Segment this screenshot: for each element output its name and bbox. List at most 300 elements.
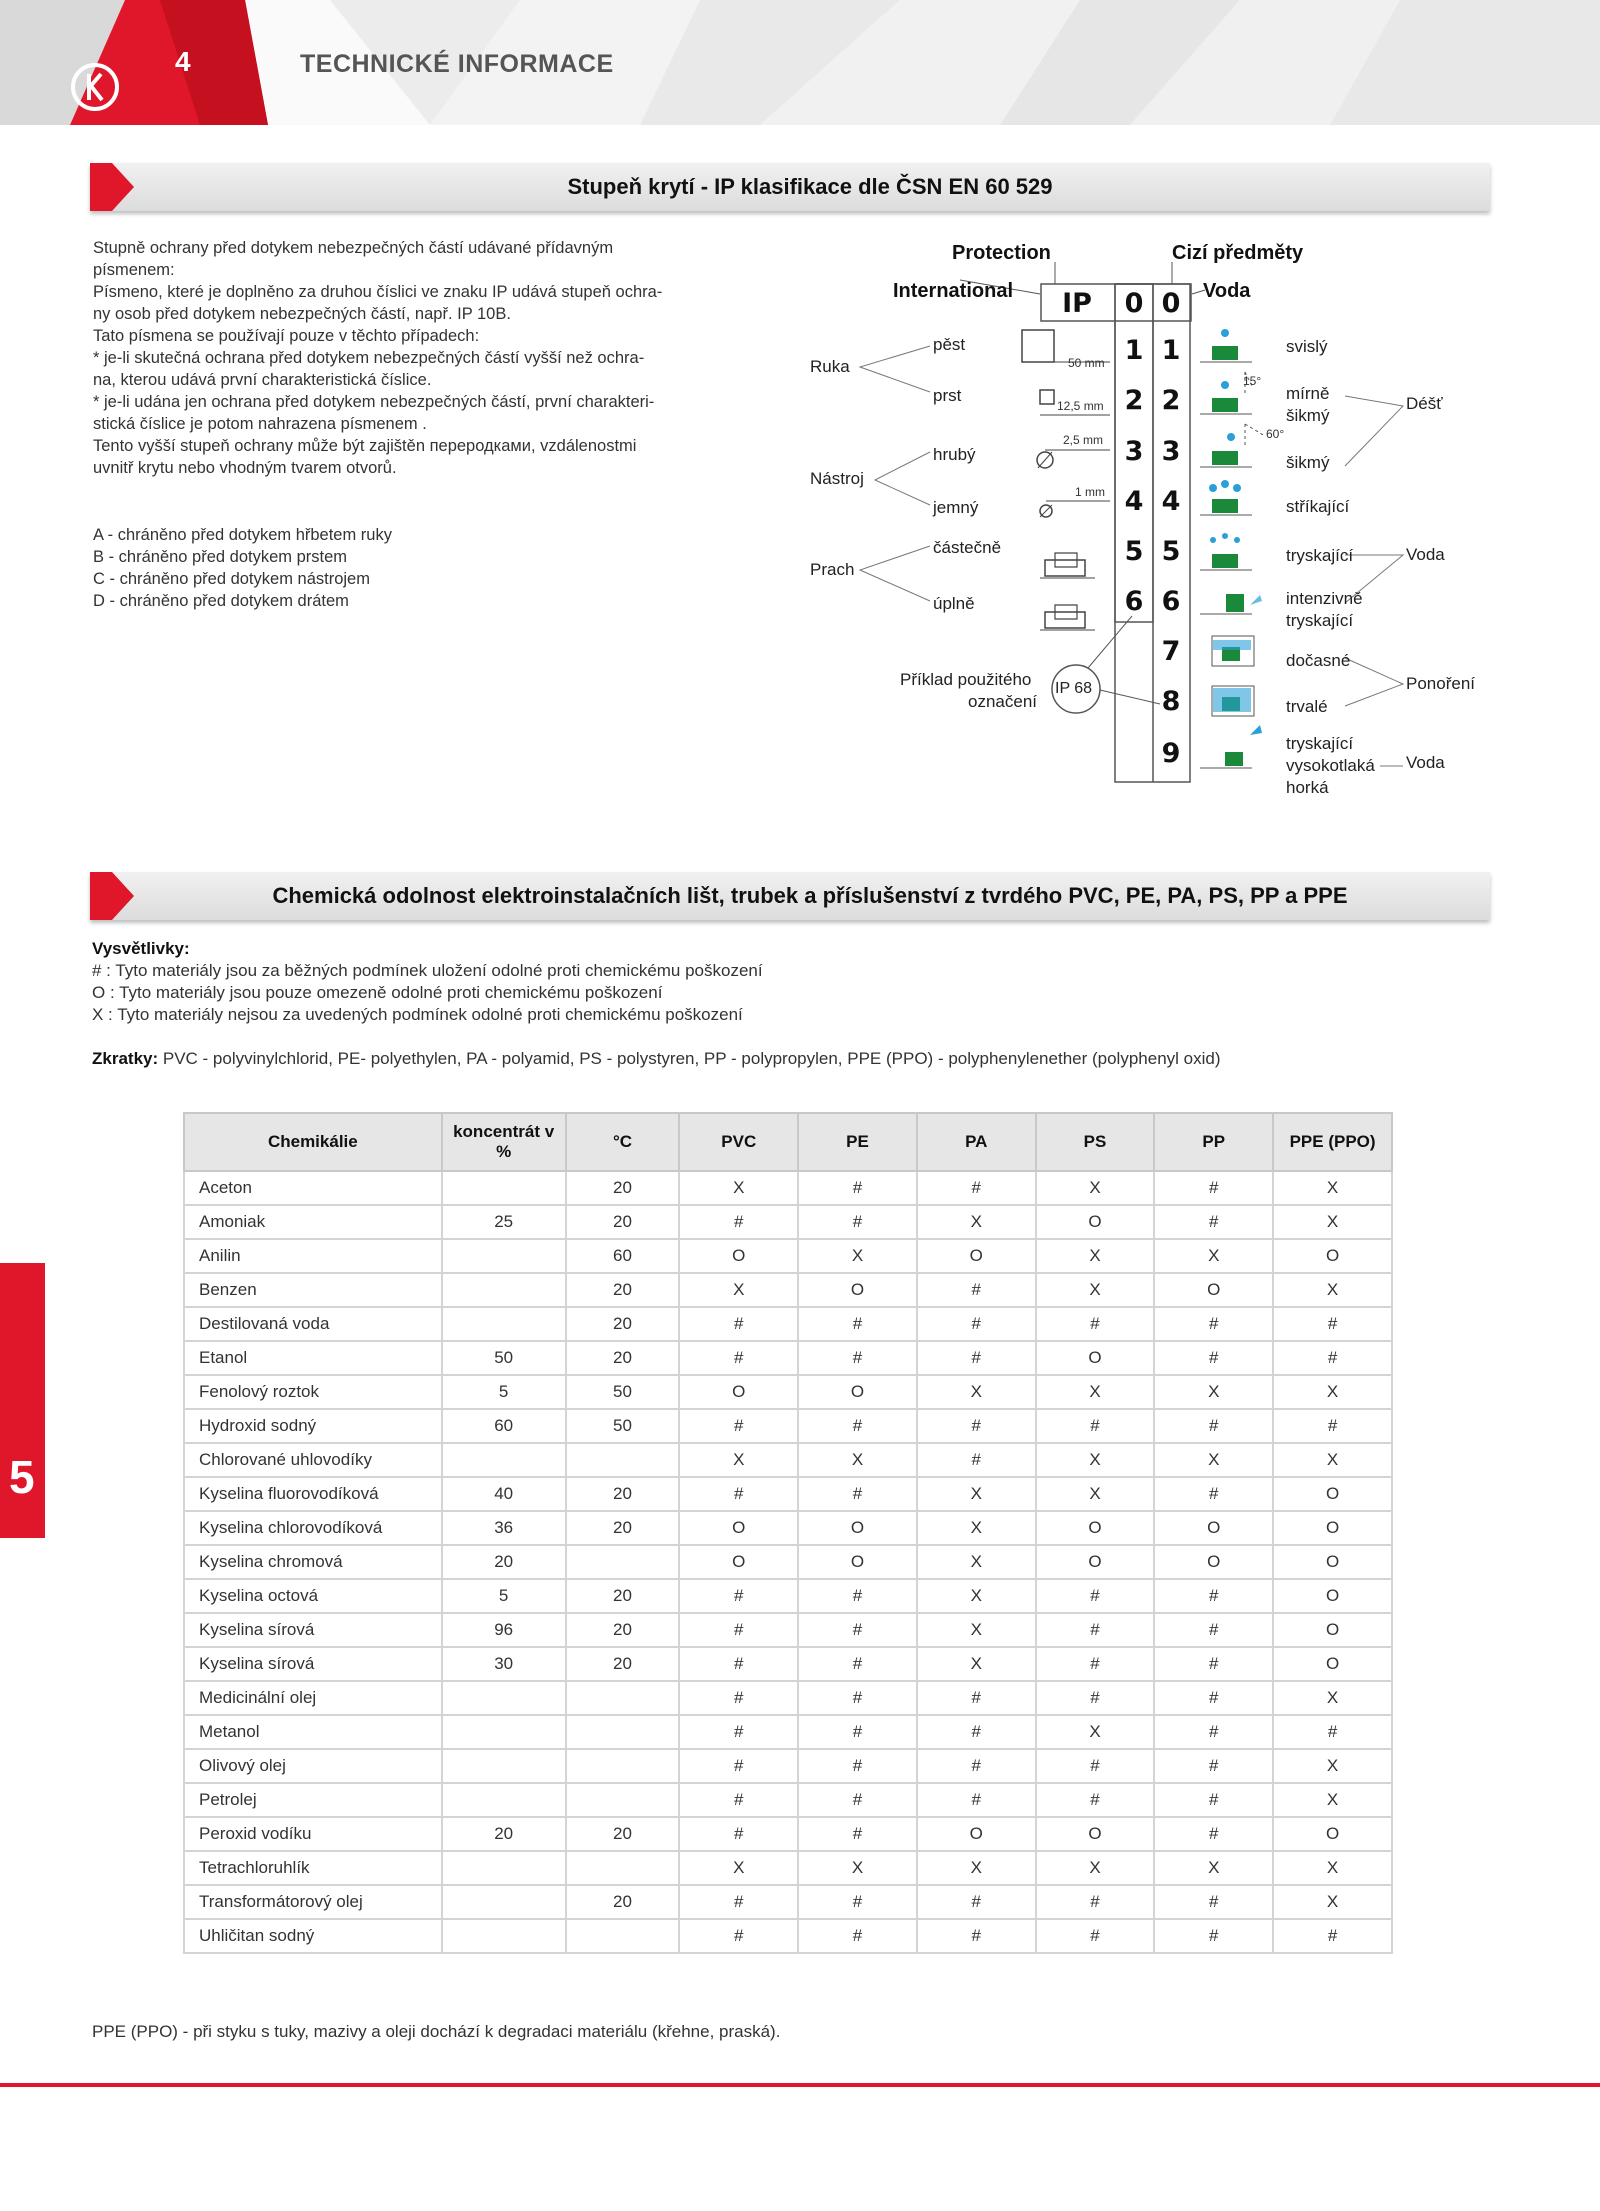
second-digit: 3 [1161, 436, 1181, 467]
table-cell: # [1273, 1341, 1392, 1375]
table-cell: # [679, 1681, 798, 1715]
table-cell: O [798, 1511, 917, 1545]
table-cell: X [1036, 1171, 1155, 1205]
item-slightly: mírně [1286, 384, 1330, 403]
legend-title: Vysvětlivky: [92, 939, 190, 958]
table-row [184, 1715, 1392, 1749]
table-cell: # [917, 1409, 1036, 1443]
first-digit: 6 [1124, 586, 1144, 617]
table-row [184, 1477, 1392, 1511]
table-row [184, 1647, 1392, 1681]
table-cell: # [1154, 1477, 1273, 1511]
item-coarse: hrubý [933, 445, 976, 464]
item-intensive: intenzivně [1286, 589, 1363, 608]
col-header: PVC [679, 1113, 798, 1171]
table-row [184, 1171, 1392, 1205]
table-cell: O [1154, 1273, 1273, 1307]
paragraph-line: Stupně ochrany před dotykem nebezpečných částí udávané přídavným [93, 239, 614, 257]
paragraph-line: písmenem: [93, 261, 175, 279]
chemical-name-cell: Amoniak [184, 1205, 442, 1239]
table-cell: X [1036, 1239, 1155, 1273]
col-header: PA [917, 1113, 1036, 1171]
paragraph-line: uvnitř krytu nebo vhodným tvarem otvorů. [93, 459, 397, 477]
table-cell: X [1036, 1273, 1155, 1307]
chemical-name-cell: Benzen [184, 1273, 442, 1307]
table-cell: # [679, 1817, 798, 1851]
table-cell: X [1154, 1239, 1273, 1273]
table-cell: X [1154, 1375, 1273, 1409]
table-cell: # [1036, 1409, 1155, 1443]
table-cell: X [917, 1851, 1036, 1885]
table-cell: # [1154, 1885, 1273, 1919]
table-row [184, 1545, 1392, 1579]
table-cell: # [798, 1885, 917, 1919]
second-digit: 8 [1161, 686, 1181, 717]
item-oblique-2: šikmý [1286, 453, 1330, 472]
chemical-name-cell: Petrolej [184, 1783, 442, 1817]
size-label: 2,5 mm [1063, 433, 1104, 447]
second-digit: 6 [1161, 586, 1181, 617]
table-cell: 96 [442, 1613, 566, 1647]
section1-title: Stupeň krytí - IP klasifikace dle ČSN EN 60 529 [567, 174, 1053, 199]
col-header: °C [566, 1113, 680, 1171]
group-immersion: Ponoření [1406, 674, 1475, 693]
table-cell: # [1154, 1613, 1273, 1647]
group-tool: Nástroj [810, 469, 864, 488]
chemical-name-cell: Aceton [184, 1171, 442, 1205]
table-cell: X [1273, 1783, 1392, 1817]
item-complete: úplně [933, 594, 975, 613]
table-cell: X [679, 1443, 798, 1477]
table-cell: O [1273, 1647, 1392, 1681]
example-label: Příklad použitého [900, 670, 1032, 689]
table-cell: # [798, 1817, 917, 1851]
table-cell: # [679, 1783, 798, 1817]
abbreviations [92, 1048, 1221, 1070]
table-cell: X [1273, 1681, 1392, 1715]
table-cell: 50 [566, 1375, 680, 1409]
table-cell: X [679, 1851, 798, 1885]
table-cell: O [679, 1545, 798, 1579]
international-label: International [893, 280, 1014, 302]
first-digit: 1 [1124, 335, 1144, 366]
second-digit: 5 [1161, 536, 1181, 567]
group-rain: Déšť [1406, 394, 1443, 413]
table-cell: # [1036, 1919, 1155, 1953]
table-cell [566, 1783, 680, 1817]
legend-item: O : Tyto materiály jsou pouze omezeně odolné proti chemickému poškození [92, 983, 663, 1002]
table-cell: # [1036, 1579, 1155, 1613]
table-cell: # [1036, 1613, 1155, 1647]
table-cell: X [798, 1239, 917, 1273]
table-cell: O [1273, 1579, 1392, 1613]
table-cell: X [798, 1851, 917, 1885]
letter-code: C - chráněno před dotykem nástrojem [93, 570, 370, 588]
table-cell: O [1036, 1205, 1155, 1239]
ip-diagram-lines [0, 0, 1600, 830]
table-cell: # [679, 1579, 798, 1613]
chemical-name-cell: Peroxid vodíku [184, 1817, 442, 1851]
table-cell: 20 [566, 1205, 680, 1239]
table-cell: O [1273, 1613, 1392, 1647]
size-label: 50 mm [1068, 356, 1105, 370]
table-cell: # [917, 1715, 1036, 1749]
table-cell: # [917, 1171, 1036, 1205]
chemical-name-cell: Kyselina fluorovodíková [184, 1477, 442, 1511]
table-cell [442, 1919, 566, 1953]
table-cell: 20 [566, 1579, 680, 1613]
chemical-name-cell: Anilin [184, 1239, 442, 1273]
table-cell: # [1154, 1647, 1273, 1681]
chemical-name-cell: Olivový olej [184, 1749, 442, 1783]
table-row [184, 1239, 1392, 1273]
legend [92, 938, 763, 1026]
section2-arrow-icon [112, 872, 134, 920]
table-cell [442, 1885, 566, 1919]
table-cell: # [1036, 1749, 1155, 1783]
table-cell: # [679, 1647, 798, 1681]
table-row [184, 1919, 1392, 1953]
table-cell: X [917, 1205, 1036, 1239]
table-cell: 20 [566, 1477, 680, 1511]
example-value: IP 68 [1055, 680, 1093, 697]
table-cell: 20 [566, 1171, 680, 1205]
table-cell: O [917, 1239, 1036, 1273]
item-finger: prst [933, 386, 962, 405]
bottom-rule [0, 2083, 1600, 2087]
table-cell: # [1154, 1307, 1273, 1341]
table-cell: O [679, 1511, 798, 1545]
table-cell: O [1036, 1511, 1155, 1545]
header-title: TECHNICKÉ INFORMACE [300, 50, 614, 78]
item-vertical: svislý [1286, 337, 1328, 356]
table-cell: # [917, 1341, 1036, 1375]
table-cell: O [1036, 1817, 1155, 1851]
table-row [184, 1273, 1392, 1307]
table-cell: O [798, 1375, 917, 1409]
table-cell [442, 1273, 566, 1307]
table-row [184, 1579, 1392, 1613]
item-partial: částečně [933, 538, 1002, 557]
table-cell: 20 [442, 1817, 566, 1851]
angle-label: 60° [1266, 427, 1285, 441]
table-cell: # [1036, 1647, 1155, 1681]
table-cell: O [1273, 1477, 1392, 1511]
table-cell: O [679, 1239, 798, 1273]
table-cell: O [1154, 1511, 1273, 1545]
table-cell: # [1273, 1409, 1392, 1443]
table-cell: # [679, 1885, 798, 1919]
table-cell: 20 [442, 1545, 566, 1579]
paragraph-line: Písmeno, které je doplněno za druhou číslici ve znaku IP udává stupeň ochra- [93, 283, 663, 301]
table-cell: # [798, 1205, 917, 1239]
item-fist: pěst [933, 335, 966, 354]
col-header: PPE (PPO) [1273, 1113, 1392, 1171]
table-cell: # [917, 1681, 1036, 1715]
table-cell: X [1273, 1885, 1392, 1919]
chemical-name-cell: Kyselina chlorovodíková [184, 1511, 442, 1545]
table-cell [566, 1919, 680, 1953]
example-label-2: označení [968, 692, 1037, 711]
chemical-name-cell: Destilovaná voda [184, 1307, 442, 1341]
paragraph-line: Tato písmena se používají pouze v těchto případech: [93, 327, 480, 345]
first-digit: 4 [1124, 486, 1144, 517]
table-cell: O [1273, 1817, 1392, 1851]
paragraph-line: Tento vyšší stupeň ochrany může být zajištěn переродками, vzdálenostmi [93, 437, 637, 455]
chemical-name-cell: Etanol [184, 1341, 442, 1375]
table-cell: X [1273, 1205, 1392, 1239]
table-cell: X [917, 1647, 1036, 1681]
chapter-number: 5 [9, 1451, 35, 1503]
table-row [184, 1783, 1392, 1817]
paragraph-line: * je-li skutečná ochrana před dotykem nebezpečných částí vyšší než ochra- [93, 349, 645, 367]
page-number: 4 [175, 46, 191, 77]
table-cell [442, 1239, 566, 1273]
chemical-name-cell: Kyselina sírová [184, 1613, 442, 1647]
table-cell: # [1036, 1885, 1155, 1919]
table-cell: 30 [442, 1647, 566, 1681]
table-cell: O [1273, 1511, 1392, 1545]
table-row [184, 1681, 1392, 1715]
table-cell: O [1036, 1545, 1155, 1579]
table-row [184, 1409, 1392, 1443]
table-cell: X [1154, 1443, 1273, 1477]
table-row [184, 1443, 1392, 1477]
section2-title: Chemická odolnost elektroinstalačních lišt, trubek a příslušenství z tvrdého PVC, PE, PA, PS, PP a PPE [272, 883, 1348, 908]
size-label: 1 mm [1075, 485, 1105, 499]
table-cell: X [679, 1171, 798, 1205]
table-cell: # [1036, 1307, 1155, 1341]
abbr-title: Zkratky: [92, 1049, 159, 1068]
table-cell: X [917, 1545, 1036, 1579]
table-cell: # [917, 1919, 1036, 1953]
paragraph-line: * je-li udána jen ochrana před dotykem nebezpečných částí, první charakteri- [93, 393, 655, 411]
item-jetting: tryskající [1286, 546, 1354, 565]
item-temporary: dočasné [1286, 651, 1351, 670]
table-cell: # [917, 1885, 1036, 1919]
table-cell [566, 1749, 680, 1783]
table-cell: X [917, 1477, 1036, 1511]
table-cell: O [1036, 1341, 1155, 1375]
group-water-2: Voda [1406, 753, 1445, 772]
table-cell: # [798, 1341, 917, 1375]
table-cell: 5 [442, 1579, 566, 1613]
table-cell: X [1273, 1171, 1392, 1205]
table-cell: # [798, 1647, 917, 1681]
table-cell: O [798, 1545, 917, 1579]
table-cell: 20 [566, 1307, 680, 1341]
table-cell: # [917, 1783, 1036, 1817]
table-cell [442, 1715, 566, 1749]
letter-code: A - chráněno před dotykem hřbetem ruky [93, 526, 392, 544]
item-hot: horká [1286, 778, 1329, 797]
table-cell: 20 [566, 1341, 680, 1375]
table-cell: X [1036, 1443, 1155, 1477]
col-header: PE [798, 1113, 917, 1171]
table-row [184, 1375, 1392, 1409]
table-cell: # [1154, 1681, 1273, 1715]
footnote: PPE (PPO) - při styku s tuky, mazivy a oleji dochází k degradaci materiálu (křehne, praská). [92, 2022, 781, 2041]
table-cell: # [1154, 1715, 1273, 1749]
table-cell: X [1273, 1749, 1392, 1783]
table-cell [442, 1443, 566, 1477]
table-body [184, 1171, 1392, 1953]
table-row [184, 1613, 1392, 1647]
table-cell: 20 [566, 1647, 680, 1681]
table-cell: O [798, 1273, 917, 1307]
table-cell: X [679, 1273, 798, 1307]
table-cell: # [679, 1307, 798, 1341]
table-cell: # [917, 1443, 1036, 1477]
table-row [184, 1205, 1392, 1239]
table-cell: X [1036, 1477, 1155, 1511]
table-cell: # [1273, 1307, 1392, 1341]
chemical-name-cell: Transformátorový olej [184, 1885, 442, 1919]
first-digit: 3 [1124, 436, 1144, 467]
table-cell: X [798, 1443, 917, 1477]
ip-code-label: IP [1062, 288, 1092, 319]
table-cell: 50 [442, 1341, 566, 1375]
second-digit: 4 [1161, 486, 1181, 517]
item-intensive-jet: tryskající [1286, 611, 1354, 630]
second-digit: 2 [1161, 385, 1181, 416]
table-cell: # [1036, 1783, 1155, 1817]
chemical-name-cell: Kyselina octová [184, 1579, 442, 1613]
table-cell: X [917, 1511, 1036, 1545]
table-row [184, 1307, 1392, 1341]
table-cell: X [917, 1613, 1036, 1647]
table-cell [566, 1851, 680, 1885]
table-cell: # [679, 1205, 798, 1239]
item-jet-hp: tryskající [1286, 734, 1354, 753]
table-cell: # [1154, 1817, 1273, 1851]
table-row [184, 1749, 1392, 1783]
chemical-name-cell: Fenolový roztok [184, 1375, 442, 1409]
chemical-name-cell: Metanol [184, 1715, 442, 1749]
table-cell [442, 1783, 566, 1817]
table-row [184, 1851, 1392, 1885]
first-digit: 5 [1124, 536, 1144, 567]
table-cell: # [798, 1919, 917, 1953]
table-cell: # [679, 1715, 798, 1749]
table-cell: # [1154, 1749, 1273, 1783]
table-cell: O [1154, 1545, 1273, 1579]
table-cell: 20 [566, 1885, 680, 1919]
table-cell: X [1036, 1375, 1155, 1409]
legend-item: X : Tyto materiály nejsou za uvedených podmínek odolné proti chemickému poškození [92, 1005, 743, 1024]
table-cell: # [1273, 1715, 1392, 1749]
group-dust: Prach [810, 560, 855, 579]
col-header: koncentrát v % [442, 1113, 566, 1171]
table-cell: # [1154, 1783, 1273, 1817]
table-cell: O [917, 1817, 1036, 1851]
table-cell: 40 [442, 1477, 566, 1511]
table-cell: O [1273, 1239, 1392, 1273]
second-digit: 1 [1161, 335, 1181, 366]
table-cell: 20 [566, 1817, 680, 1851]
table-cell [442, 1681, 566, 1715]
paragraph-line: ny osob před dotykem nebezpečných částí, např. IP 10B. [93, 305, 511, 323]
table-cell: X [1273, 1443, 1392, 1477]
table-cell: 20 [566, 1511, 680, 1545]
table-row [184, 1885, 1392, 1919]
water-label: Voda [1203, 280, 1251, 302]
table-cell: X [1273, 1273, 1392, 1307]
table-cell: # [679, 1919, 798, 1953]
item-permanent: trvalé [1286, 697, 1328, 716]
table-cell: 60 [566, 1239, 680, 1273]
item-oblique: šikmý [1286, 406, 1330, 425]
table-cell [566, 1443, 680, 1477]
table-cell: # [1154, 1341, 1273, 1375]
table-cell: # [1154, 1409, 1273, 1443]
table-cell: 5 [442, 1375, 566, 1409]
table-row [184, 1817, 1392, 1851]
table-cell: # [798, 1783, 917, 1817]
table-cell: # [798, 1681, 917, 1715]
table-cell: # [798, 1307, 917, 1341]
table-cell: # [798, 1715, 917, 1749]
table-cell: O [679, 1375, 798, 1409]
table-cell: X [1273, 1851, 1392, 1885]
table-cell: # [1273, 1919, 1392, 1953]
angle-label: 15° [1243, 374, 1262, 388]
abbr-text: PVC - polyvinylchlorid, PE- polyethylen, PA - polyamid, PS - polystyren, PP - polypropylen, PPE (PPO) - polyphenylenether (polyphenyl oxid) [158, 1049, 1221, 1068]
chemical-name-cell: Tetrachloruhlík [184, 1851, 442, 1885]
paragraph-line: na, kterou udává první charakteristická číslice. [93, 371, 432, 389]
table-cell: # [798, 1749, 917, 1783]
letter-code: D - chráněno před dotykem drátem [93, 592, 349, 610]
table-cell [442, 1307, 566, 1341]
chemical-name-cell: Uhličitan sodný [184, 1919, 442, 1953]
second-digit: 7 [1161, 636, 1181, 667]
col-header: Chemikálie [184, 1113, 442, 1171]
table-cell [442, 1171, 566, 1205]
table-cell: # [679, 1341, 798, 1375]
table-cell [442, 1851, 566, 1885]
table-cell: # [679, 1409, 798, 1443]
chemical-name-cell: Kyselina chromová [184, 1545, 442, 1579]
table-cell: # [1154, 1205, 1273, 1239]
chemical-name-cell: Kyselina sírová [184, 1647, 442, 1681]
table-cell: X [1273, 1375, 1392, 1409]
table-cell: X [1154, 1851, 1273, 1885]
table-cell: # [1154, 1579, 1273, 1613]
letter-code: B - chráněno před dotykem prstem [93, 548, 348, 566]
item-high-pressure: vysokotlaká [1286, 756, 1375, 775]
table-cell: # [679, 1613, 798, 1647]
second-digit: 9 [1161, 738, 1181, 769]
table-cell: 20 [566, 1613, 680, 1647]
table-cell [566, 1681, 680, 1715]
table-cell: # [1036, 1681, 1155, 1715]
item-fine: jemný [933, 498, 979, 517]
table-cell: O [1273, 1545, 1392, 1579]
table-cell: 36 [442, 1511, 566, 1545]
table-cell: # [798, 1171, 917, 1205]
table-cell: # [917, 1749, 1036, 1783]
first-digit: 0 [1124, 288, 1144, 319]
col-header: PS [1036, 1113, 1155, 1171]
table-cell: # [1154, 1171, 1273, 1205]
col-header: PP [1154, 1113, 1273, 1171]
table-cell [566, 1545, 680, 1579]
legend-item: # : Tyto materiály jsou za běžných podmínek uložení odolné proti chemickému poškození [92, 961, 763, 980]
table-cell: 25 [442, 1205, 566, 1239]
table-cell: X [1036, 1715, 1155, 1749]
first-digit: 2 [1124, 385, 1144, 416]
table-cell: # [679, 1477, 798, 1511]
